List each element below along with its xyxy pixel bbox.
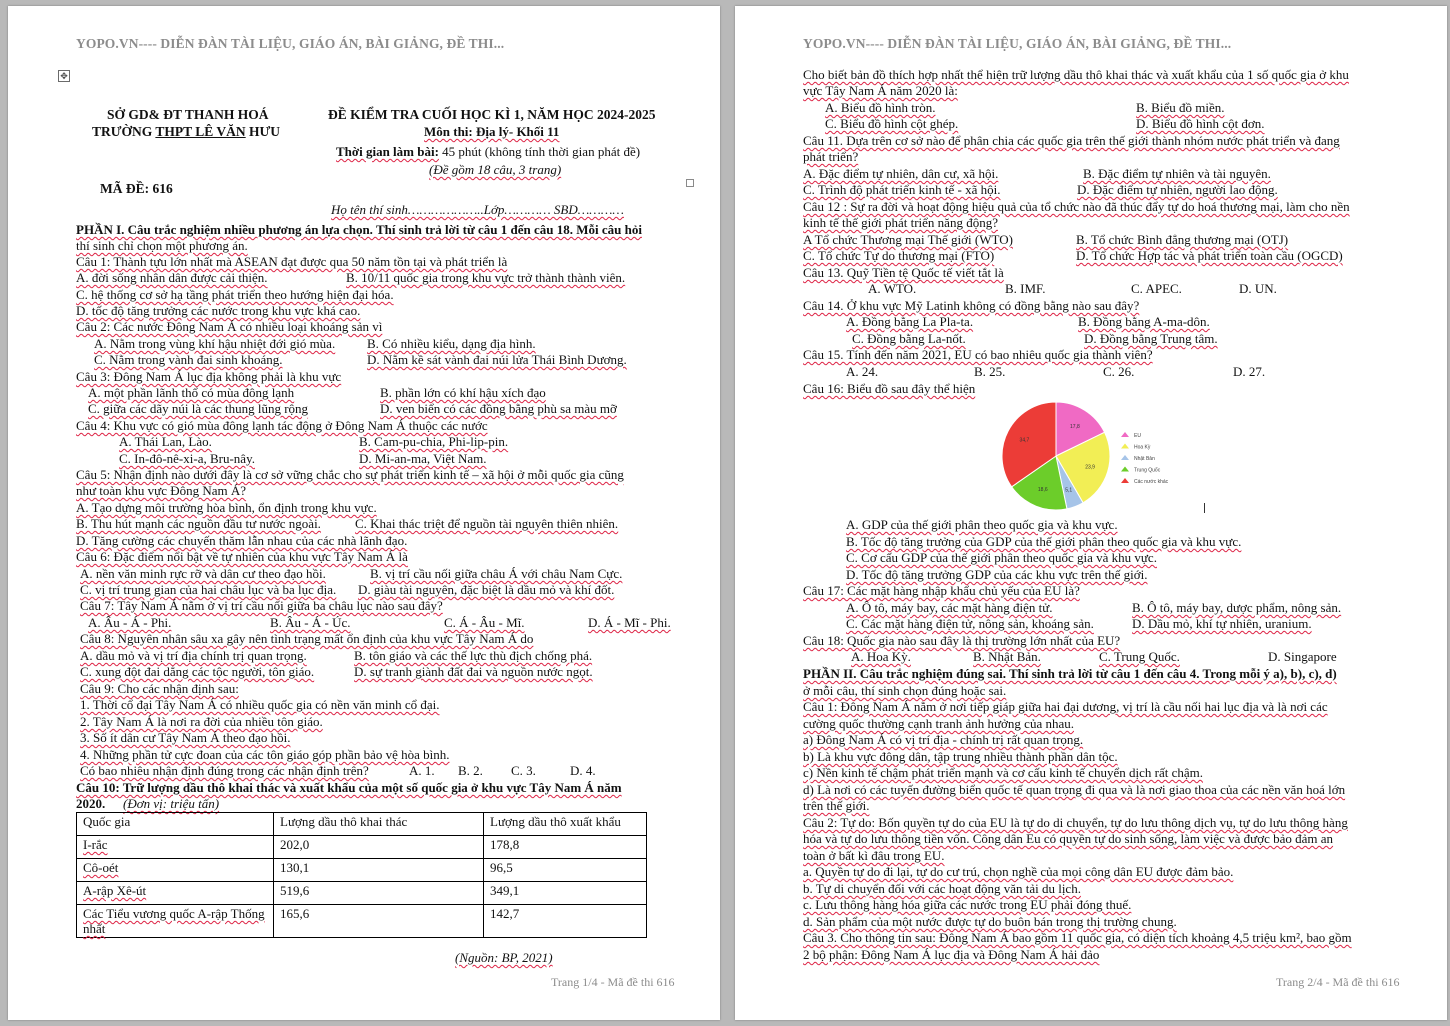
text-line: B. Đặc điểm tự nhiên và tài nguyên.	[1083, 166, 1271, 181]
text-line: Câu 16: Biểu đồ sau đây thể hiện	[803, 381, 976, 396]
text-line: D. Tăng cường các chuyến thăm lẫn nhau của các nhà lãnh đạo.	[76, 533, 408, 548]
text-line: Câu 1: Thành tựu lớn nhất mà ASEAN đạt được qua 50 năm tồn tại và phát triển là	[76, 254, 508, 269]
text-line: ở mỗi câu, thí sinh chọn đúng hoặc sai.	[803, 683, 1007, 698]
pie-data-label: 18,6	[1037, 487, 1048, 494]
text-line: a) Đông Nam Á có vị trí địa - chính trị rất quan trọng.	[803, 732, 1084, 747]
table-row	[77, 905, 647, 938]
text-line: D. Tốc độ tăng trưởng GDP của các khu vực trên thế giới.	[846, 567, 1148, 582]
table-cell: 165,6	[274, 905, 484, 938]
student-info-line: Họ tên thí sinh………………..Lớp………… SBD…………	[331, 202, 624, 217]
text-line: Câu 13. Quỹ Tiền tệ Quốc tế viết tắt là	[803, 265, 1004, 280]
text-line: Câu 1: Đông Nam Á nằm ở nơi tiếp giáp giữa hai đại dương, vị trí là cầu nối hai lục địa và là nơi các	[803, 699, 1328, 714]
text-line: trên thế giới.	[803, 798, 870, 813]
table-cell: 349,1	[484, 882, 647, 905]
exam-title: ĐỀ KIỂM TRA CUỐI HỌC KÌ 1, NĂM HỌC 2024-2025	[328, 107, 656, 122]
text-line: A. nền văn minh rực rỡ và dân cư theo đạo hồi.	[80, 566, 326, 581]
text-line: C. Á - Âu - Mĩ.	[444, 615, 525, 630]
table-cell: 202,0	[274, 836, 484, 859]
text-line: B. tôn giáo và các thế lực thù địch chống phá.	[354, 648, 593, 663]
text-line: A. Âu - Á - Phi.	[88, 615, 172, 630]
legend-marker	[1121, 467, 1129, 472]
document-page-1	[8, 6, 720, 1020]
table-cell: 178,8	[484, 836, 647, 859]
text-line: D. Dầu mỏ, khí tự nhiên, uranium.	[1132, 616, 1312, 631]
text-line: D. Đặc điểm tự nhiên, người lao động.	[1077, 182, 1278, 197]
text-line: D. Á - Mĩ - Phi.	[588, 615, 671, 630]
pie-data-label: 5,1	[1065, 487, 1073, 494]
text-line: b) Là khu vực đông dân, tập trung nhiều thành phần dân tộc.	[803, 749, 1118, 764]
text-line: Câu 18: Quốc gia nào sau đây là thị trường lớn nhất của EU?	[803, 633, 1121, 648]
text-line: A. một phần lãnh thổ có mùa đông lạnh	[88, 385, 295, 400]
legend-label: Các nước khác	[1134, 479, 1169, 485]
text-line: D. giàu tài nguyên, đặc biệt là dầu mỏ và khí đốt.	[358, 582, 615, 597]
text-line: d. Sản phẩm của một nước được tự do buôn bán trong thị trường chung.	[803, 914, 1177, 929]
text-line: A. Biểu đồ hình tròn.	[825, 100, 936, 115]
legend-label: Nhật Bản	[1134, 456, 1155, 462]
text-line: A. Thái Lan, Lào.	[119, 434, 212, 449]
text-line: D. Mi-an-ma, Việt Nam.	[359, 451, 487, 466]
text-line: C. 26.	[1103, 364, 1135, 379]
text-line: C. Đồng bằng La-nốt.	[852, 331, 966, 346]
table-cell: 142,7	[484, 905, 647, 938]
legend-marker	[1121, 455, 1129, 460]
text-line: Câu 3. Cho thông tin sau: Đông Nam Á bao gồm 11 quốc gia, có diện tích khoảng 4,5 triệu km², bao gồm	[803, 930, 1352, 945]
exam-pages-note: (Đề gồm 18 câu, 3 trang)	[429, 162, 562, 177]
text-line: Câu 3: Đông Nam Á lục địa không phải là khu vực	[76, 369, 342, 384]
text-line: Câu 9: Cho các nhận định sau:	[80, 681, 239, 696]
text-line: C. In-đô-nê-xi-a, Bru-nây.	[119, 451, 255, 466]
text-line: Câu 11. Dựa trên cơ sở nào để phân chia các quốc gia trên thế giới thành nhóm nước phát triển và đang	[803, 133, 1340, 148]
text-line: C. 3.	[511, 763, 536, 778]
text-line: C. Các mặt hàng điện tử, nông sản, khoáng sản.	[846, 616, 1094, 631]
text-line: A. 24.	[846, 364, 879, 379]
text-line: A. GDP của thế giới phân theo quốc gia và khu vực.	[846, 517, 1118, 532]
text-line: A Tổ chức Thương mại Thế giới (WTO)	[803, 232, 1013, 247]
text-line: D. 4.	[570, 763, 596, 778]
text-line: PHẦN II. Câu trắc nghiệm đúng sai. Thí sinh trả lời từ câu 1 đến câu 4. Trong mỗi ý a), b), c), d)	[803, 666, 1337, 681]
table-cell: A-rập Xê-út	[77, 882, 274, 905]
text-line: C. vị trí trung gian của hai châu lục và ba lục địa.	[80, 582, 337, 597]
exam-subject: Môn thi: Địa lý- Khối 11	[424, 124, 560, 139]
text-line: B. Biểu đồ miền.	[1136, 100, 1225, 115]
text-line: B. Đồng bằng A-ma-dôn.	[1078, 314, 1210, 329]
text-cursor	[1204, 503, 1205, 513]
text-line: D. Nằm kề sát vành đai núi lửa Thái Bình Dương.	[367, 352, 627, 367]
text-line: Câu 2: Các nước Đông Nam Á có nhiều loại khoáng sản vì	[76, 319, 383, 334]
page-footer: Trang 1/4 - Mã đề thi 616	[551, 975, 675, 989]
text-line: Câu 7: Tây Nam Á nằm ở vị trí cầu nối giữa ba châu lục nào sau đây?	[80, 598, 443, 613]
text-line: vực Tây Nam Á năm 2020 là:	[803, 83, 958, 98]
table-cell: 519,6	[274, 882, 484, 905]
text-line: a. Quyền tự do đi lại, tự do cư trú, chọn nghề của mọi công dân EU được đảm bảo.	[803, 864, 1234, 879]
text-line: b. Tự di chuyển đối với các hoạt động văn tải du lịch.	[803, 881, 1081, 896]
text-line: C. Trung Quốc.	[1099, 649, 1180, 664]
text-line: cường quốc thường cạnh tranh ảnh hưởng của nhau.	[803, 716, 1074, 731]
table-header-row	[77, 813, 647, 836]
text-line: A. Hoa Kỳ.	[851, 649, 911, 664]
table-cell: Các Tiểu vương quốc A-rập Thống nhất	[77, 905, 274, 938]
text-line: Câu 10: Trữ lượng dầu thô khai thác và xuất khẩu của một số quốc gia ở khu vực Tây Nam Á năm	[76, 780, 622, 795]
oil-table	[76, 812, 647, 938]
exam-code: MÃ ĐỀ: 616	[100, 181, 173, 196]
legend-marker	[1121, 478, 1129, 483]
page-footer: Trang 2/4 - Mã đề thi 616	[1276, 975, 1400, 989]
text-box-marker	[686, 179, 694, 187]
table-source: (Nguồn: BP, 2021)	[455, 950, 553, 965]
pie-data-label: 23,9	[1085, 464, 1095, 471]
text-line: C. Nằm trong vành đai sinh khoáng.	[94, 352, 283, 367]
table-cell: 130,1	[274, 859, 484, 882]
text-line: Cho biết bản đồ thích hợp nhất thể hiện trữ lượng dầu thô khai thác và xuất khẩu của 1 số quốc gia ở khu	[803, 67, 1349, 82]
pie-data-label: 17,8	[1070, 423, 1080, 430]
text-line: Câu 15. Tính đến năm 2021, EU có bao nhiêu quốc gia thành viên?	[803, 347, 1153, 362]
text-line: phát triển?	[803, 149, 859, 164]
exam-time: Thời gian làm bài: 45 phút (không tính thời gian phát đề)	[336, 144, 641, 159]
text-line: D. Đồng bằng Trung tâm.	[1084, 331, 1218, 346]
text-line: 3. Số ít dân cư Tây Nam Á theo đạo hồi.	[80, 730, 291, 745]
text-line: A. Nằm trong vùng khí hậu nhiệt đới gió mùa.	[94, 336, 336, 351]
table-cell: I-rắc	[77, 836, 274, 859]
text-line: B. Thu hút mạnh các nguồn đầu tư nước ngoài.	[76, 516, 321, 531]
text-line: Câu 17: Các mặt hàng nhập khẩu chủ yếu của EU là?	[803, 583, 1080, 598]
text-line: B. Có nhiều kiểu, dạng địa hình.	[367, 336, 536, 351]
text-line: (Đơn vị: triệu tấn)	[123, 796, 220, 811]
text-line: A. đời sống nhân dân được cải thiện.	[76, 270, 268, 285]
text-line: D. Biểu đồ hình cột đơn.	[1136, 116, 1265, 131]
text-line: A. WTO.	[868, 281, 917, 296]
text-line: hóa và tự do lưu thông tiền vốn. Công dân Eu có quyền tự do sinh sống, làm việc và được bảo đảm an	[803, 831, 1334, 846]
text-line: A. dầu mỏ và vị trí địa chính trị quan trọng.	[80, 648, 307, 663]
text-line: A. Đặc điểm tự nhiên, dân cư, xã hội.	[803, 166, 999, 181]
text-line: Câu 4: Khu vực có gió mùa đông lạnh tác động ở Đông Nam Á thuộc các nước	[76, 418, 488, 433]
gdp-pie-chart	[998, 395, 1203, 515]
table-row	[77, 836, 647, 859]
text-line: 1. Thời cổ đại Tây Nam Á có nhiều quốc gia có nền văn minh cổ đại.	[80, 697, 440, 712]
site-header: YOPO.VN---- DIỄN ĐÀN TÀI LIỆU, GIÁO ÁN, BÀI GIẢNG, ĐỀ THI...	[76, 36, 505, 51]
text-line: kinh tế thế giới phát triển năng động?	[803, 215, 998, 230]
text-line: d) Là nơi có các tuyến đường biển quốc tế quan trọng đi qua và là nơi giao thoa của các nền văn hoá lớn	[803, 782, 1346, 797]
text-line: toàn ở bất kì đâu trong EU.	[803, 848, 945, 863]
text-line: D. Tổ chức Hợp tác và phát triển toàn cầu (OGCD)	[1076, 248, 1343, 263]
text-line: B. phần lớn có khí hậu xích đạo	[380, 385, 546, 400]
text-line: Có bao nhiêu nhận định đúng trong các nhận định trên?	[80, 763, 369, 778]
school-name: TRƯỜNG THPT LÊ VĂN HƯU	[92, 124, 281, 139]
table-move-handle-icon[interactable]: ✥	[58, 70, 70, 82]
legend-label: EU	[1134, 433, 1141, 439]
text-line: 2 bộ phận: Đông Nam Á lục địa và Đông Nam Á hải đảo	[803, 947, 1100, 962]
text-line: B. Tốc độ tăng trưởng của GDP của thế giới phân theo quốc gia và khu vực.	[846, 534, 1242, 549]
text-line: thí sinh chỉ chọn một phương án.	[76, 238, 248, 253]
text-line: Câu 6: Đặc điểm nổi bật về tự nhiên của khu vực Tây Nam Á là	[76, 549, 408, 564]
text-line: D. UN.	[1239, 281, 1277, 296]
text-line: B. Cam-pu-chia, Phi-lip-pin.	[359, 434, 509, 449]
text-line: 4. Những phần tử cực đoan của các tôn giáo góp phần bảo vệ hòa bình.	[80, 747, 450, 762]
table-header-cell: Quốc gia	[77, 813, 274, 836]
site-header: YOPO.VN---- DIỄN ĐÀN TÀI LIỆU, GIÁO ÁN, BÀI GIẢNG, ĐỀ THI...	[803, 36, 1232, 51]
text-line: như toàn khu vực Đông Nam Á?	[76, 483, 247, 498]
text-line: A. 1.	[409, 763, 435, 778]
text-line: Câu 14. Ở khu vực Mỹ Latinh không có đồng bằng nào sau đây?	[803, 298, 1140, 313]
text-line: B. Âu - Á - Úc.	[270, 615, 351, 630]
text-line: D. Singapore	[1268, 649, 1337, 664]
text-line: A. Tạo dựng môi trường hòa bình, ổn định trong khu vực.	[76, 500, 377, 515]
text-line: B. IMF.	[1005, 281, 1046, 296]
text-line: B. vị trí cầu nối giữa châu Á với châu Nam Cực.	[370, 566, 623, 581]
legend-marker	[1121, 432, 1129, 437]
text-line: C. giữa các dãy núi là các thung lũng rộng	[88, 401, 309, 416]
text-line: Câu 12 : Sự ra đời và hoạt động hiệu quả của tổ chức nào đã thúc đẩy tự do hoá thương mại, làm cho nền	[803, 199, 1350, 214]
table-row	[77, 882, 647, 905]
text-line: C. Tổ chức Tự do thương mại (FTO)	[803, 248, 995, 263]
text-line: 2020.	[76, 796, 106, 811]
text-line: Câu 8: Nguyên nhân sâu xa gây nên tình trạng mất ổn định của khu vực Tây Nam Á do	[80, 631, 534, 646]
text-line: Câu 2: Tự do: Bốn quyền tự do của EU là tự do di chuyển, tự do lưu thông dịch vụ, tự do lưu thông hàng	[803, 815, 1348, 830]
table-header-cell: Lượng dầu thô xuất khẩu	[484, 813, 647, 836]
text-line: B. Tổ chức Bình đẳng thương mại (OTJ)	[1076, 232, 1289, 247]
text-line: c. Lưu thông hàng hóa giữa các nước trong EU phải đóng thuế.	[803, 897, 1132, 912]
text-line: C. xung đột đai dẳng các tộc người, tôn giáo.	[80, 664, 315, 679]
pie-data-label: 34,7	[1019, 437, 1030, 444]
text-line: D. sự tranh giành đất đai và nguồn nước ngọt.	[354, 664, 593, 679]
text-line: c) Nền kinh tế chậm phát triển mạnh và cơ cấu kinh tế chuyển dịch rất chậm.	[803, 765, 1203, 780]
table-cell: 96,5	[484, 859, 647, 882]
text-line: C. Khai thác triệt để nguồn tài nguyên thiên nhiên.	[355, 516, 619, 531]
document-page-2	[735, 6, 1447, 1020]
text-line: B. Ô tô, máy bay, dược phẩm, nông sản.	[1132, 600, 1342, 615]
text-line: C. Cơ cấu GDP của thế giới phân theo quốc gia và khu vực.	[846, 550, 1157, 565]
text-line: C. Biểu đồ hình cột ghép.	[825, 116, 959, 131]
text-line: D. tốc độ tăng trưởng các nước trong khu vực khá cao.	[76, 303, 361, 318]
legend-label: Hoa Kỳ	[1134, 444, 1151, 451]
text-line: D. 27.	[1233, 364, 1266, 379]
legend-marker	[1121, 444, 1129, 449]
text-line: B. 25.	[974, 364, 1006, 379]
text-line: C. Trình độ phát triển kinh tế - xã hội.	[803, 182, 1001, 197]
text-line: 2. Tây Nam Á là nơi ra đời của nhiều tôn giáo.	[80, 714, 323, 729]
text-line: B. 2.	[458, 763, 483, 778]
text-line: Câu 5: Nhận định nào dưới đây là cơ sở vững chắc cho sự phát triển kinh tế – xã hội ở mỗi quốc gia cũng	[76, 467, 624, 482]
text-line: B. Nhật Bản.	[973, 649, 1041, 664]
text-line: C. APEC.	[1131, 281, 1182, 296]
table-cell: Cô-oét	[77, 859, 274, 882]
text-line: PHẦN I. Câu trắc nghiệm nhiều phương án lựa chọn. Thí sinh trả lời từ câu 1 đến câu 18. Mỗi câu hỏi	[76, 222, 642, 237]
text-line: A. Ô tô, máy bay, các mặt hàng điện tử.	[846, 600, 1053, 615]
text-line: D. ven biển có các đồng bằng phù sa màu mỡ	[380, 401, 617, 416]
text-line: A. Đồng bằng La Pla-ta.	[846, 314, 974, 329]
legend-label: Trung Quốc	[1134, 467, 1161, 474]
text-line: C. hệ thống cơ sở hạ tầng phát triển theo hướng hiện đại hóa.	[76, 287, 394, 302]
table-header-cell: Lượng dầu thô khai thác	[274, 813, 484, 836]
table-row	[77, 859, 647, 882]
text-line: B. 10/11 quốc gia trong khu vực trở thành thành viên.	[346, 270, 626, 285]
org-name: SỞ GD& ĐT THANH HOÁ	[107, 107, 269, 122]
